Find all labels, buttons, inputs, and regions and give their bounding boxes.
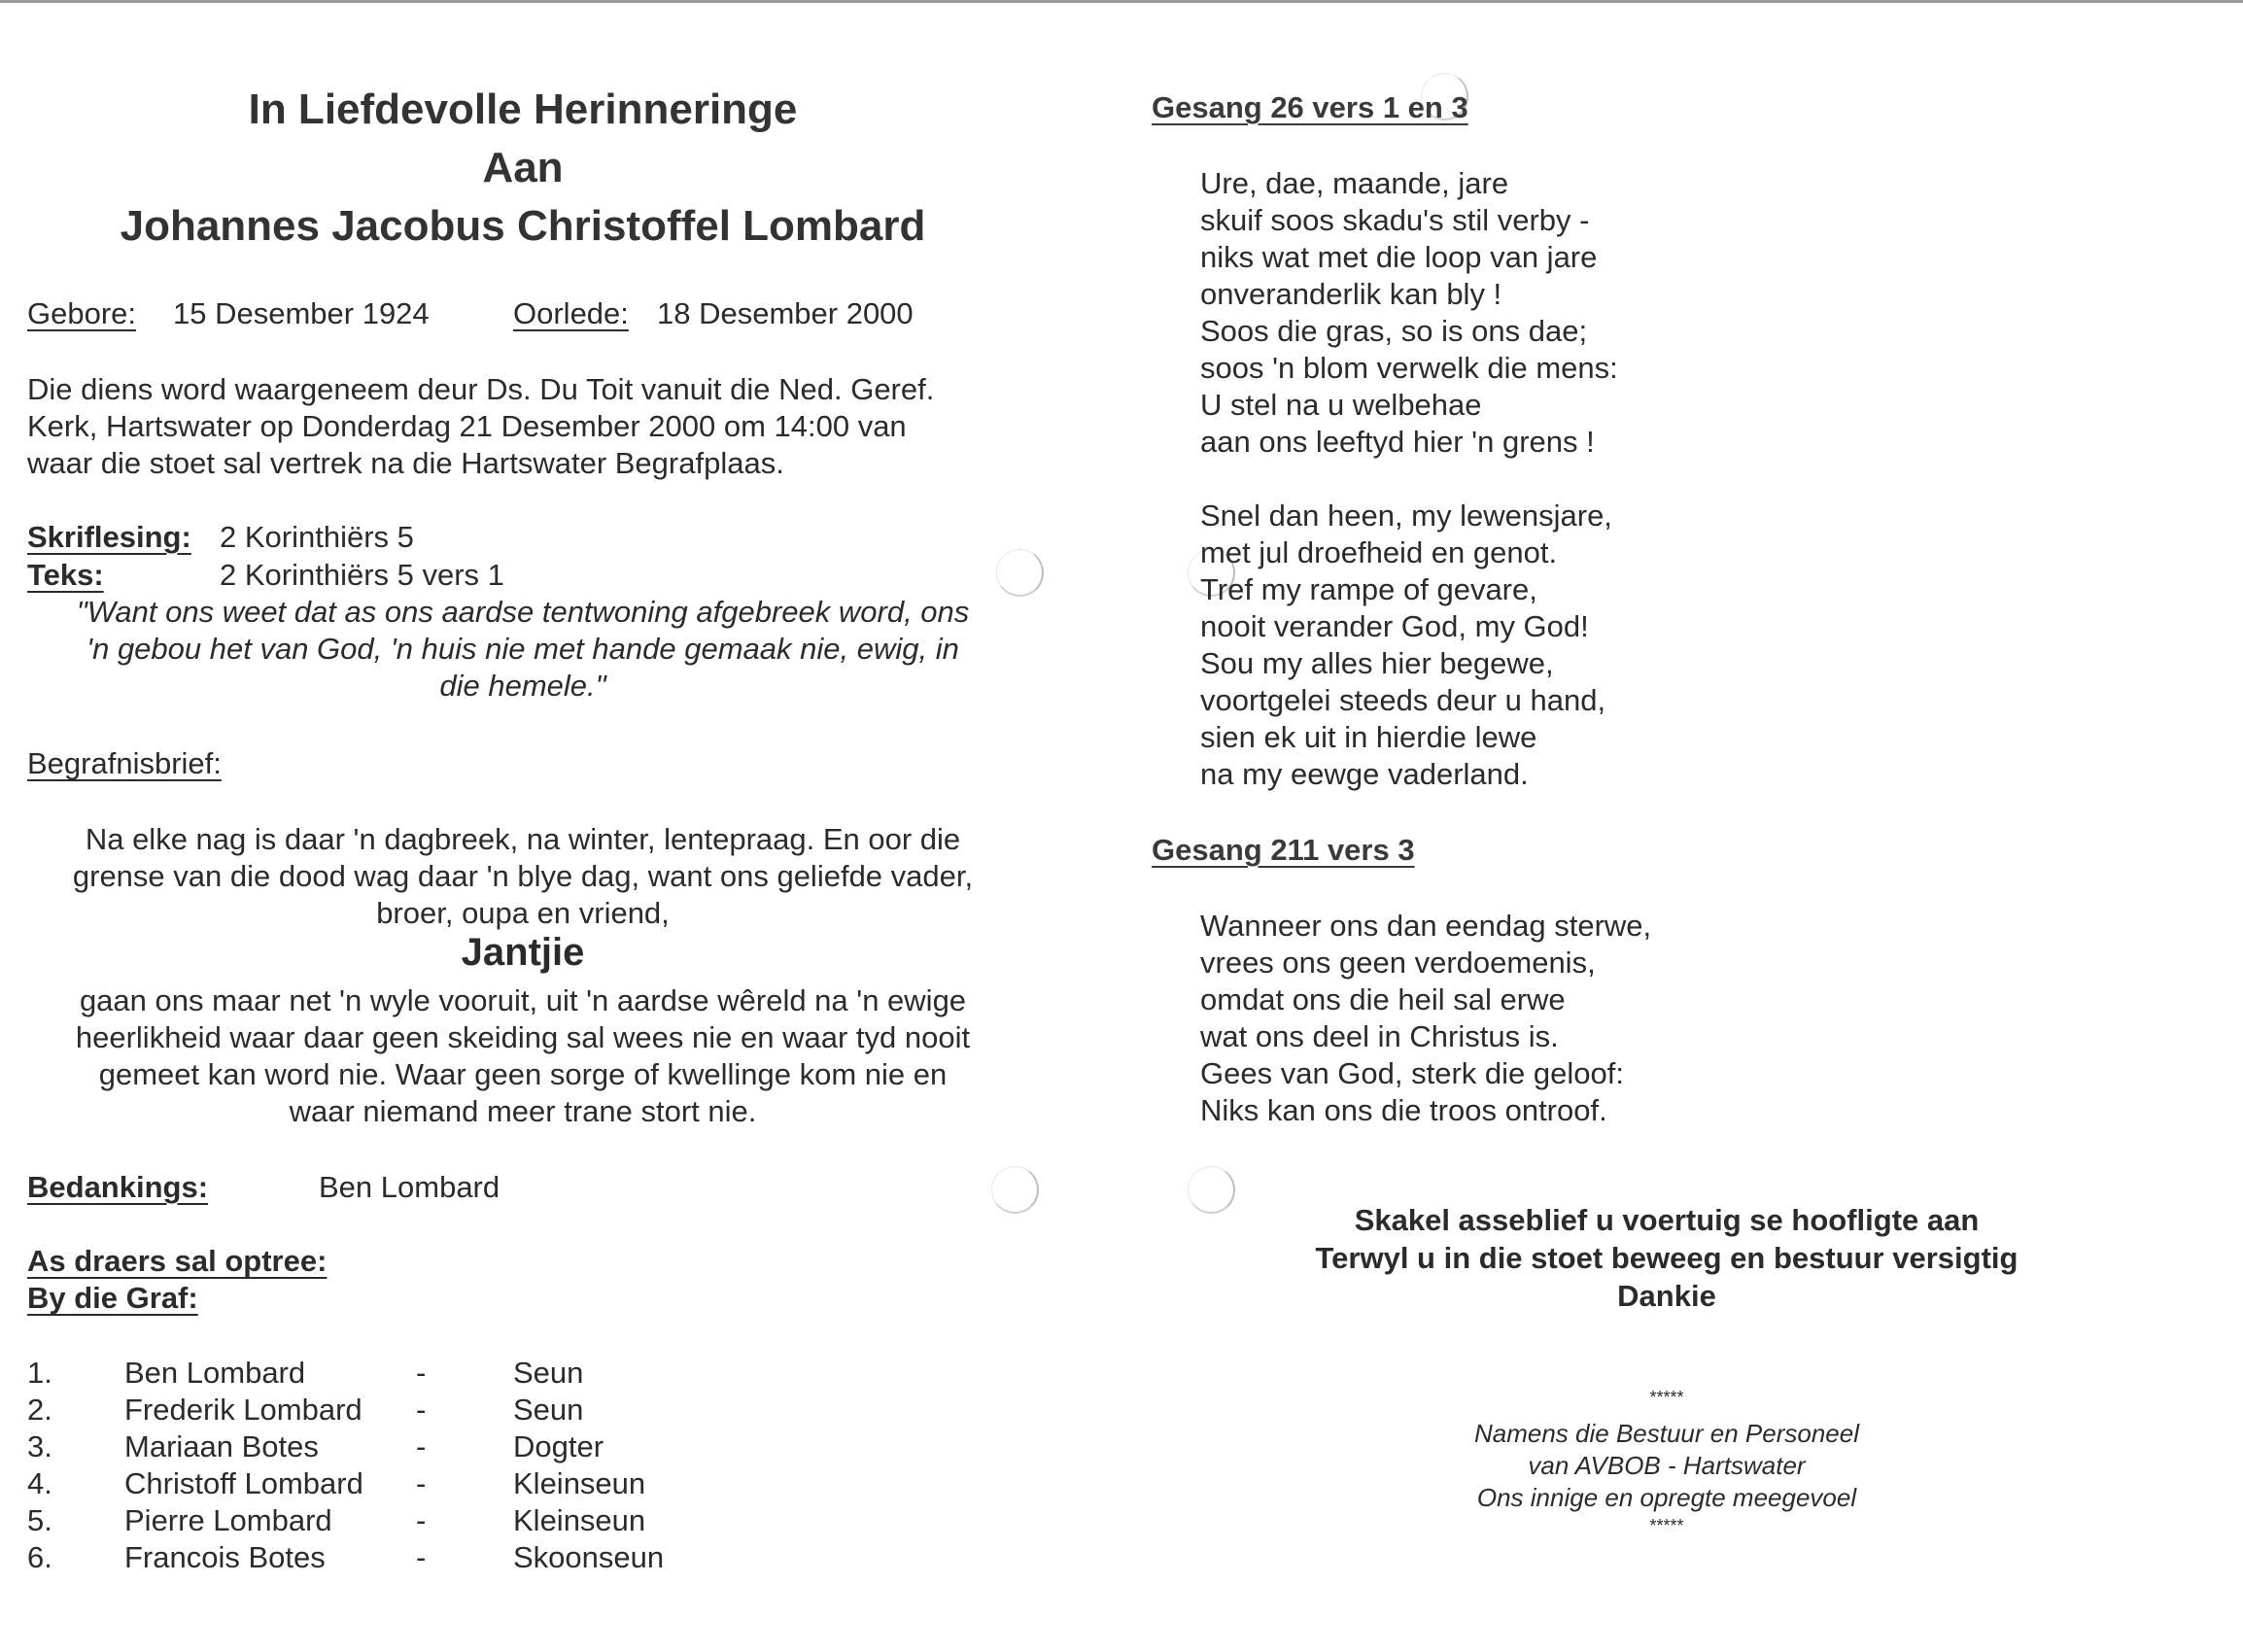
verse-line: Niks kan ons die troos ontroof. bbox=[1200, 1093, 1607, 1127]
graveside-label: By die Graf: bbox=[27, 1281, 198, 1315]
text-label: Teks: bbox=[27, 558, 104, 592]
service-line: Die diens word waargeneem deur Ds. Du Toit vanuit die Ned. Geref. bbox=[27, 372, 935, 406]
bearer-number: 4. bbox=[27, 1466, 52, 1500]
verse-line: nooit verander God, my God! bbox=[1200, 609, 1589, 643]
verse-line: soos 'n blom verwelk die mens: bbox=[1200, 351, 1618, 385]
bearer-name: Pierre Lombard bbox=[124, 1503, 332, 1537]
verse-line: wat ons deel in Christus is. bbox=[1200, 1019, 1559, 1053]
memorial-heading-aan: Aan bbox=[482, 144, 564, 191]
bearer-number: 3. bbox=[27, 1429, 52, 1463]
hymn-title: Gesang 26 vers 1 en 3 bbox=[1152, 90, 1468, 124]
verse-line: Gees van God, sterk die geloof: bbox=[1200, 1056, 1624, 1090]
verse-line: Ure, dae, maande, jare bbox=[1200, 166, 1509, 200]
punch-hole bbox=[991, 1166, 1039, 1214]
thanks-value: Ben Lombard bbox=[319, 1170, 500, 1204]
verse-line: onveranderlik kan bly ! bbox=[1200, 277, 1502, 311]
bearer-name: Francois Botes bbox=[124, 1540, 326, 1574]
born-date: 15 Desember 1924 bbox=[173, 296, 430, 330]
deceased-name: Johannes Jacobus Christoffel Lombard bbox=[120, 202, 926, 250]
died-label: Oorlede: bbox=[513, 296, 629, 330]
bearer-number: 2. bbox=[27, 1393, 52, 1427]
verse-line: met jul droefheid en genot. bbox=[1200, 535, 1558, 569]
scripture-quote: 'n gebou het van God, 'n huis nie met hande gemaak nie, ewig, in bbox=[86, 632, 959, 666]
bearer-name: Christoff Lombard bbox=[124, 1466, 363, 1500]
verse-line: sien ek uit in hierdie lewe bbox=[1200, 720, 1537, 754]
service-line: Kerk, Hartswater op Donderdag 21 Desember 2000 om 14:00 van bbox=[27, 409, 907, 443]
scripture-value: 2 Korinthiërs 5 bbox=[220, 520, 414, 554]
verse-line: niks wat met die loop van jare bbox=[1200, 240, 1598, 274]
footer-line: Ons innige en opregte meegevoel bbox=[1476, 1483, 1857, 1512]
text-value: 2 Korinthiërs 5 vers 1 bbox=[220, 558, 504, 592]
bearer-relation: Skoonseun bbox=[513, 1540, 665, 1574]
bearer-name: Frederik Lombard bbox=[124, 1393, 362, 1427]
bearer-relation: Seun bbox=[513, 1356, 584, 1390]
bearers-label: As draers sal optree: bbox=[27, 1244, 328, 1278]
verse-line: Wanneer ons dan eendag sterwe, bbox=[1200, 909, 1652, 943]
notice-line: Dankie bbox=[1617, 1279, 1716, 1313]
bearer-dash: - bbox=[416, 1429, 427, 1463]
bearer-number: 1. bbox=[27, 1356, 52, 1390]
memorial-heading: In Liefdevolle Herinneringe bbox=[248, 86, 798, 133]
bearer-dash: - bbox=[416, 1466, 427, 1500]
verse-line: omdat ons die heil sal erwe bbox=[1200, 982, 1566, 1016]
letter-line: Na elke nag is daar 'n dagbreek, na winter, lentepraag. En oor die bbox=[85, 822, 961, 856]
scripture-label: Skriflesing: bbox=[27, 520, 191, 554]
footer-line: van AVBOB - Hartswater bbox=[1528, 1451, 1806, 1480]
letter-line: heerlikheid waar daar geen skeiding sal wees nie en waar tyd nooit bbox=[75, 1020, 971, 1054]
footer-line: Namens die Bestuur en Personeel bbox=[1473, 1419, 1859, 1448]
bearer-dash: - bbox=[416, 1503, 427, 1537]
verse-line: Sou my alles hier begewe, bbox=[1200, 646, 1554, 680]
bearer-name: Mariaan Botes bbox=[124, 1429, 319, 1463]
verse-line: skuif soos skadu's stil verby - bbox=[1200, 203, 1590, 237]
scripture-quote: "Want ons weet dat as ons aardse tentwoning afgebreek word, ons bbox=[76, 595, 970, 629]
footer-stars: ***** bbox=[1649, 1516, 1684, 1535]
verse-line: vrees ons geen verdoemenis, bbox=[1200, 946, 1596, 980]
letter-line: gemeet kan word nie. Waar geen sorge of kwellinge kom nie en bbox=[98, 1057, 948, 1091]
died-date: 18 Desember 2000 bbox=[657, 296, 914, 330]
verse-line: Tref my rampe of gevare, bbox=[1200, 572, 1537, 606]
nickname: Jantjie bbox=[461, 931, 585, 974]
bearer-relation: Dogter bbox=[513, 1429, 604, 1463]
bearer-dash: - bbox=[416, 1356, 427, 1390]
verse-line: voortgelei steeds deur u hand, bbox=[1200, 683, 1606, 717]
born-label: Gebore: bbox=[27, 296, 137, 330]
verse-line: Snel dan heen, my lewensjare, bbox=[1200, 499, 1612, 533]
bearer-number: 6. bbox=[27, 1540, 52, 1574]
bearer-number: 5. bbox=[27, 1503, 52, 1537]
hymn-title: Gesang 211 vers 3 bbox=[1152, 833, 1415, 867]
footer-stars: ***** bbox=[1649, 1388, 1684, 1407]
letter-label: Begrafnisbrief: bbox=[27, 746, 222, 780]
bearer-relation: Kleinseun bbox=[513, 1466, 646, 1500]
verse-line: Soos die gras, so is ons dae; bbox=[1200, 314, 1588, 348]
letter-line: waar niemand meer trane stort nie. bbox=[289, 1094, 757, 1128]
punch-hole bbox=[996, 549, 1044, 597]
verse-line: aan ons leeftyd hier 'n grens ! bbox=[1200, 425, 1595, 459]
service-line: waar die stoet sal vertrek na die Hartswater Begrafplaas. bbox=[27, 446, 784, 480]
thanks-label: Bedankings: bbox=[27, 1170, 209, 1204]
letter-line: gaan ons maar net 'n wyle vooruit, uit 'n aardse wêreld na 'n ewige bbox=[79, 983, 967, 1017]
bearer-dash: - bbox=[416, 1540, 427, 1574]
letter-line: broer, oupa en vriend, bbox=[376, 896, 670, 930]
bearer-relation: Seun bbox=[513, 1393, 584, 1427]
scripture-quote: die hemele." bbox=[439, 669, 606, 703]
top-border bbox=[0, 0, 2243, 3]
bearer-relation: Kleinseun bbox=[513, 1503, 646, 1537]
notice-line: Skakel asseblief u voertuig se hoofligte aan bbox=[1354, 1203, 1980, 1237]
verse-line: U stel na u welbehae bbox=[1200, 388, 1482, 422]
bearer-name: Ben Lombard bbox=[124, 1356, 306, 1390]
verse-line: na my eewge vaderland. bbox=[1200, 757, 1529, 791]
letter-line: grense van die dood wag daar 'n blye dag, want ons geliefde vader, bbox=[72, 859, 974, 893]
notice-line: Terwyl u in die stoet beweeg en bestuur versigtig bbox=[1315, 1241, 2019, 1275]
bearer-dash: - bbox=[416, 1393, 427, 1427]
